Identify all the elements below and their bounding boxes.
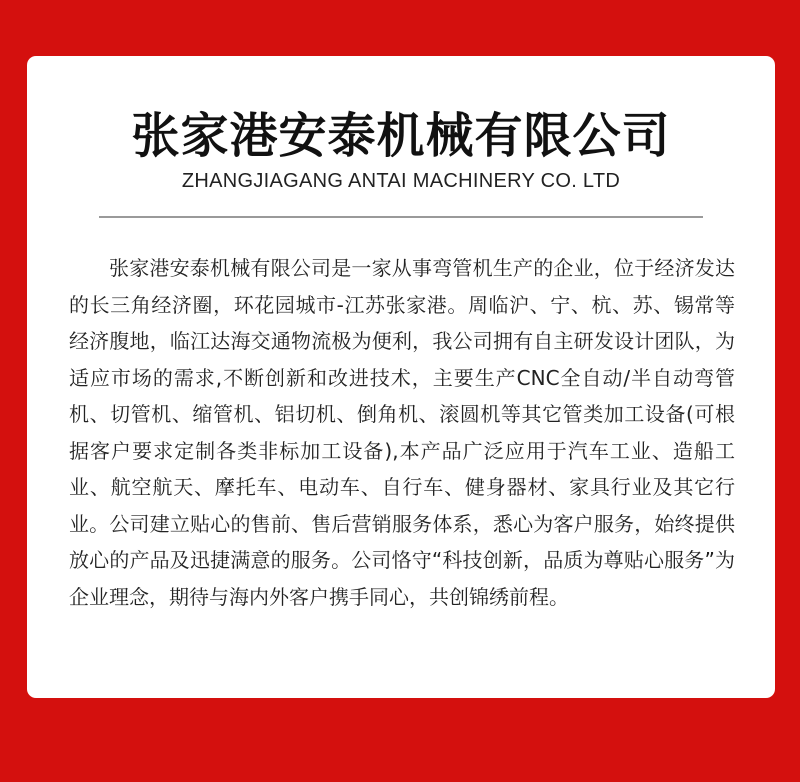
intro-card	[27, 56, 775, 698]
company-intro-paragraph: 张家港安泰机械有限公司是一家从事弯管机生产的企业，位于经济发达的长三角经济圈，环花园城市-江苏张家港。周临沪、宁、杭、苏、锡常等经济腹地，临江达海交通物流极为便利，我公司拥有自主研发设计团队，为适应市场的需求,不断创新和改进技术，主要生产CNC全自动/半自动弯管机、切管机、缩管机、铝切机、倒角机、滚圆机等其它管类加工设备(可根据客户要求定制各类非标加工设备),本产品广泛应用于汽车工业、造船工业、航空航天、摩托车、电动车、自行车、健身器材、家具行业及其它行业。公司建立贴心的售前、售后营销服务体系，悉心为客户服务，始终提供放心的产品及迅捷满意的服务。公司恪守“科技创新，品质为尊贴心服务”为企业理念，期待与海内外客户携手同心，共创锦绣前程。	[69, 256, 735, 609]
company-name-cn: 张家港安泰机械有限公司	[131, 108, 671, 164]
company-name-en: ZHANGJIAGANG ANTAI MACHINERY CO. LTD	[181, 170, 621, 192]
title-divider	[99, 216, 703, 218]
